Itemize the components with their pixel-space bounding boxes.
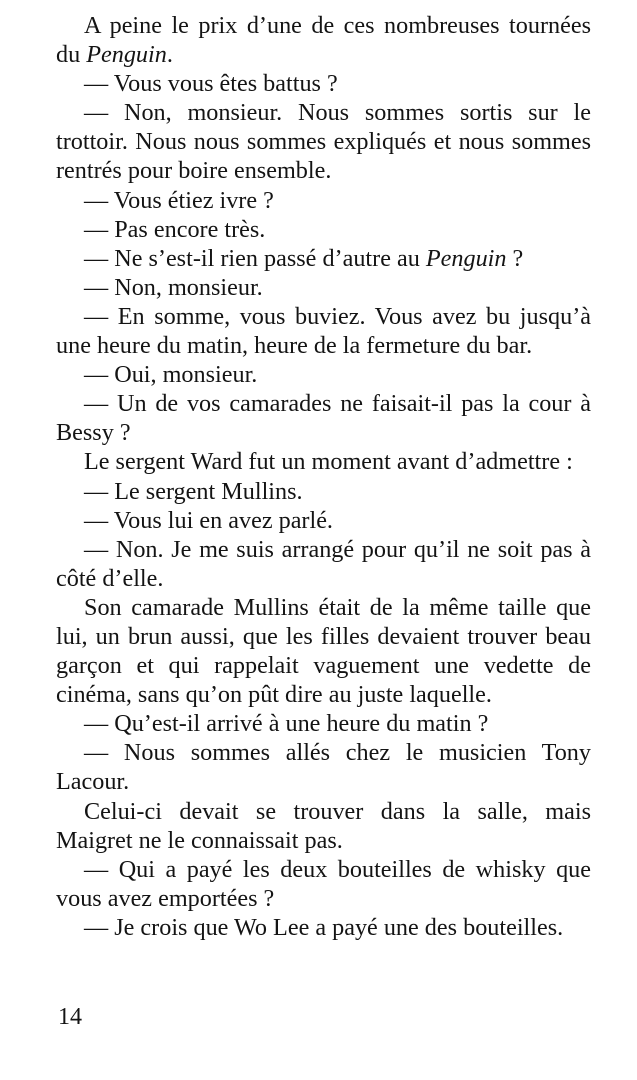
dialogue-line: — Qui a payé les deux bouteilles de whisky que vous avez emportées ? (56, 855, 591, 912)
dialogue-line: — Pas encore très. (84, 215, 266, 243)
dialogue-line: — Non, monsieur. Nous sommes sortis sur le trottoir. Nous nous sommes expliqués et nous sommes rentrés pour boire ensemble. (56, 99, 591, 185)
page-number: 14 (58, 1004, 82, 1030)
paragraph: Le sergent Ward fut un moment avant d’admettre : (84, 448, 573, 476)
italic-title: Penguin (425, 244, 507, 272)
dialogue-line: — Qu’est-il arrivé à une heure du matin ? (84, 710, 489, 738)
page-body-text (56, 11, 591, 942)
dialogue-line: — Oui, monsieur. (84, 361, 258, 389)
dialogue-line: — En somme, vous buviez. Vous avez bu jusqu’à une heure du matin, heure de la fermeture du bar. (56, 302, 591, 360)
dialogue-line: — Vous lui en avez parlé. (84, 506, 333, 534)
italic-title: Penguin (86, 41, 167, 69)
dialogue-line: — Le sergent Mullins. (84, 477, 303, 505)
dialogue-line: — Non. Je me suis arrangé pour qu’il ne soit pas à côté d’elle. (56, 535, 591, 592)
paragraph: Son camarade Mullins était de la même taille que lui, un brun aussi, que les filles devaient trouver beau garçon et qui rappelait vaguement une vedette de cinéma, sans qu’on pût dire au juste laquelle. (56, 593, 591, 709)
paragraph: Celui-ci devait se trouver dans la salle, mais Maigret ne le connaissait pas. (56, 797, 591, 854)
dialogue-line: — Non, monsieur. (84, 273, 263, 301)
dialogue-line: — Je crois que Wo Lee a payé une des bouteilles. (84, 913, 564, 941)
dialogue-line: — Un de vos camarades ne faisait-il pas la cour à Bessy ? (56, 390, 591, 447)
dialogue-line: — Nous sommes allés chez le musicien Tony Lacour. (56, 739, 591, 796)
dialogue-line: — Vous vous êtes battus ? (84, 70, 338, 98)
paragraph: A peine le prix d’une de ces nombreuses tournées du Penguin. (56, 12, 591, 69)
dialogue-line: — Vous étiez ivre ? (84, 186, 274, 214)
dialogue-line: — Ne s’est-il rien passé d’autre au Penguin ? (84, 244, 524, 272)
